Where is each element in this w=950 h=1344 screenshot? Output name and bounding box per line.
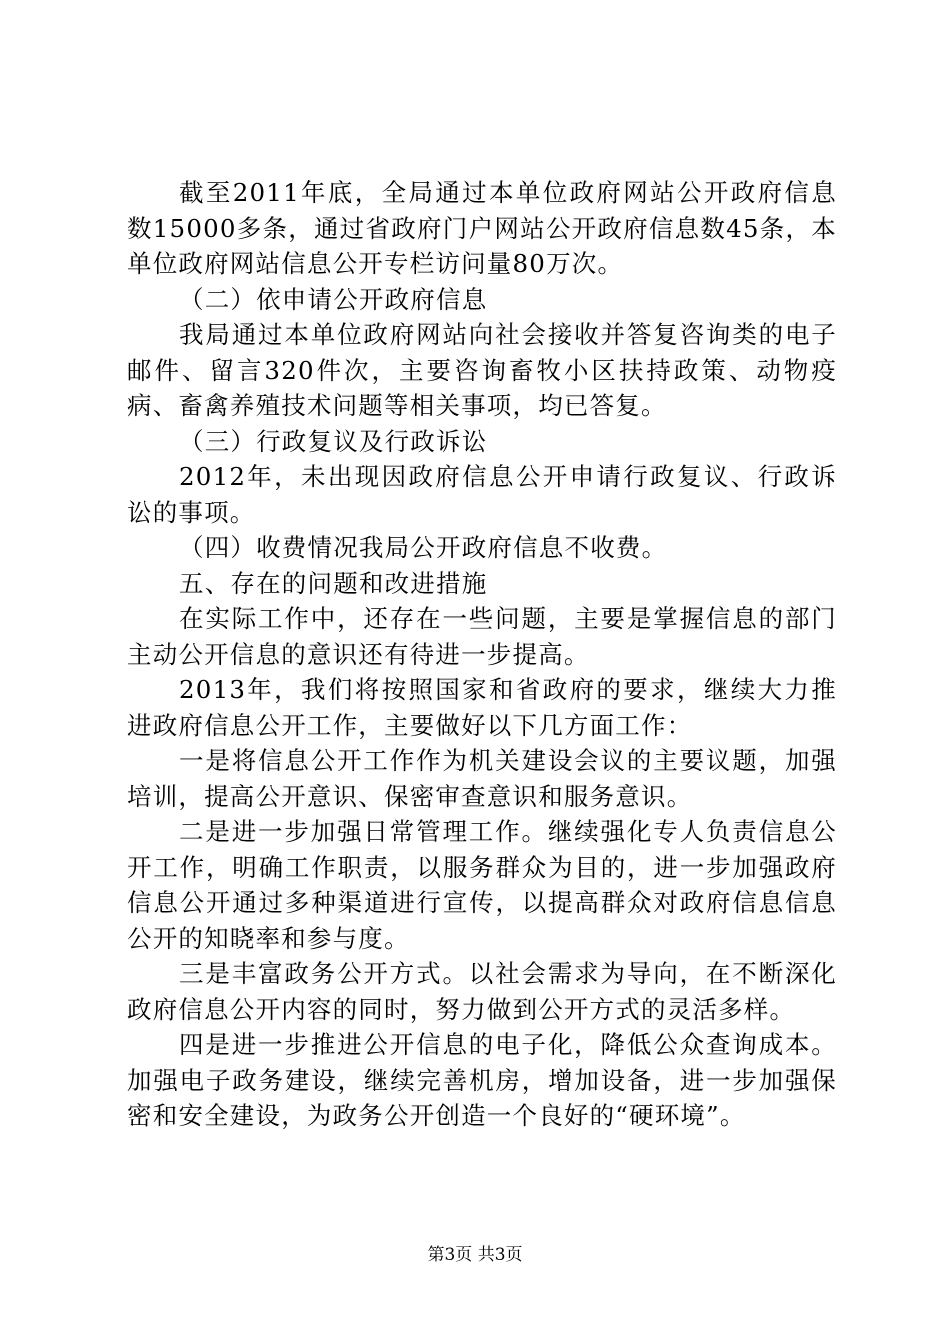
paragraph-measure-4: 四是进一步推进公开信息的电子化，降低公众查询成本。加强电子政务建设，继续完善机房，增加设备，进一步加强保密和安全建设，为政务公开创造一个良好的“硬环境”。: [127, 1030, 837, 1130]
paragraph-problems: 在实际工作中，还存在一些问题，主要是掌握信息的部门主动公开信息的意识还有待进一步提高。: [127, 604, 837, 669]
paragraph-on-request: 我局通过本单位政府网站向社会接收并答复咨询类的电子邮件、留言320件次，主要咨询畜牧小区扶持政策、动物疫病、畜禽养殖技术问题等相关事项，均已答复。: [127, 320, 837, 420]
page-number-label: 第3页 共3页: [427, 1245, 523, 1265]
section-heading-on-request: （二）依申请公开政府信息: [179, 284, 488, 314]
paragraph-disclosure-stats: 截至2011年底，全局通过本单位政府网站公开政府信息数15000多条，通过省政府门户网站公开政府信息数45条，本单位政府网站信息公开专栏访问量80万次。: [127, 178, 837, 278]
section-heading-problems: 五、存在的问题和改进措施: [179, 568, 488, 598]
paragraph-review-litigation: 2012年，未出现因政府信息公开申请行政复议、行政诉讼的事项。: [127, 462, 837, 527]
paragraph-measure-1: 一是将信息公开工作作为机关建设会议的主要议题，加强培训，提高公开意识、保密审查意识和服务意识。: [127, 746, 837, 811]
page-footer: [0, 1244, 950, 1266]
section-heading-fees: （四）收费情况我局公开政府信息不收费。: [179, 533, 668, 562]
document-body: [127, 175, 837, 1134]
paragraph-measure-3: 三是丰富政务公开方式。以社会需求为导向，在不断深化政府信息公开内容的同时，努力做到公开方式的灵活多样。: [127, 959, 837, 1024]
paragraph-plan-2013: 2013年，我们将按照国家和省政府的要求，继续大力推进政府信息公开工作，主要做好以下几方面工作：: [127, 675, 837, 740]
paragraph-measure-2: 二是进一步加强日常管理工作。继续强化专人负责信息公开工作，明确工作职责，以服务群众为目的，进一步加强政府信息公开通过多种渠道进行宣传，以提高群众对政府信息信息公开的知晓率和参与度。: [127, 817, 837, 953]
section-heading-review-litigation: （三）行政复议及行政诉讼: [179, 426, 488, 456]
